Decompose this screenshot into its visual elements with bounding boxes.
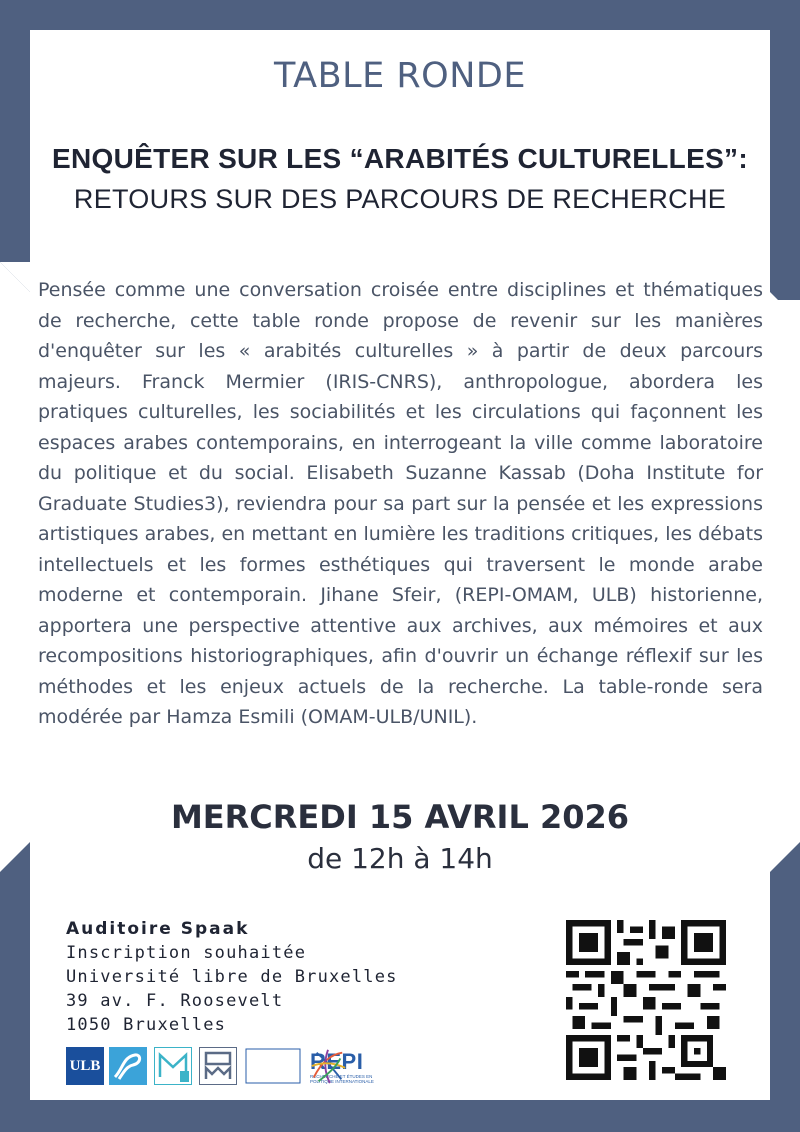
event-description: Pensée comme une conversation croisée entre disciplines et thématiques de recherche, cette table ronde propose de revenir sur les manières d'enquêter sur les « arabités culturelles » à partir de deux parcours majeurs. Franck Mermier (IRIS-CNRS), anthropologue, abordera les pratiques culturelles, les sociabilités et les circulations qui façonnent les espaces arabes contemporains, en interrogeant la ville comme laboratoire du politique et du social. Elisabeth Suzanne Kassab (Doha Institute for Graduate Studies3), reviendra pour sa part sur la pensée et les expressions artistiques arabes, en mettant en lumière les traditions critiques, les débats intellectuels et les formes esthétiques qui traversent le monde arabe moderne et contemporain. Jihane Sfeir, (REPI-OMAM, ULB) historienne, apportera une perspective attentive aux archives, aux mémoires et aux recompositions historiographiques, afin d'ouvrir un échange réflexif sur les méthodes et les enjeux actuels de la recherche. La table-ronde sera modérée par Hamza Esmili (OMAM-ULB/UNIL). (38, 279, 763, 728)
repi-logo: REPI (310, 1049, 364, 1074)
city-address: 1050 Bruxelles (66, 1015, 227, 1035)
university-name: Université libre de Bruxelles (66, 967, 398, 987)
page-title: TABLE RONDE (274, 56, 526, 96)
street-address: 39 av. F. Roosevelt (66, 991, 284, 1011)
event-title-line-2: RETOURS SUR DES PARCOURS DE RECHERCHE (73, 184, 727, 214)
omam-logo (199, 1047, 237, 1085)
registration-note: Inscription souhaitée (66, 943, 307, 963)
globe-logo (308, 1047, 348, 1085)
qr-code-icon[interactable] (566, 920, 726, 1080)
venue-block (66, 917, 486, 1037)
repi-logo-mark (244, 1047, 302, 1085)
repi-tagline: RECHERCHE ET ÉTUDES EN POLITIQUE INTERNATIONALE (310, 1074, 374, 1084)
venue-name: Auditoire Spaak (66, 919, 250, 939)
event-date: MERCREDI 15 AVRIL 2026 (170, 798, 630, 836)
event-title-line-1: ENQUÊTER SUR LES “ARABITÉS CULTURELLES”: (52, 143, 748, 174)
event-time: de 12h à 14h (307, 842, 493, 875)
philosophy-logo (109, 1047, 147, 1085)
ulb-logo: ULB (66, 1047, 104, 1085)
msh-logo (154, 1047, 192, 1085)
